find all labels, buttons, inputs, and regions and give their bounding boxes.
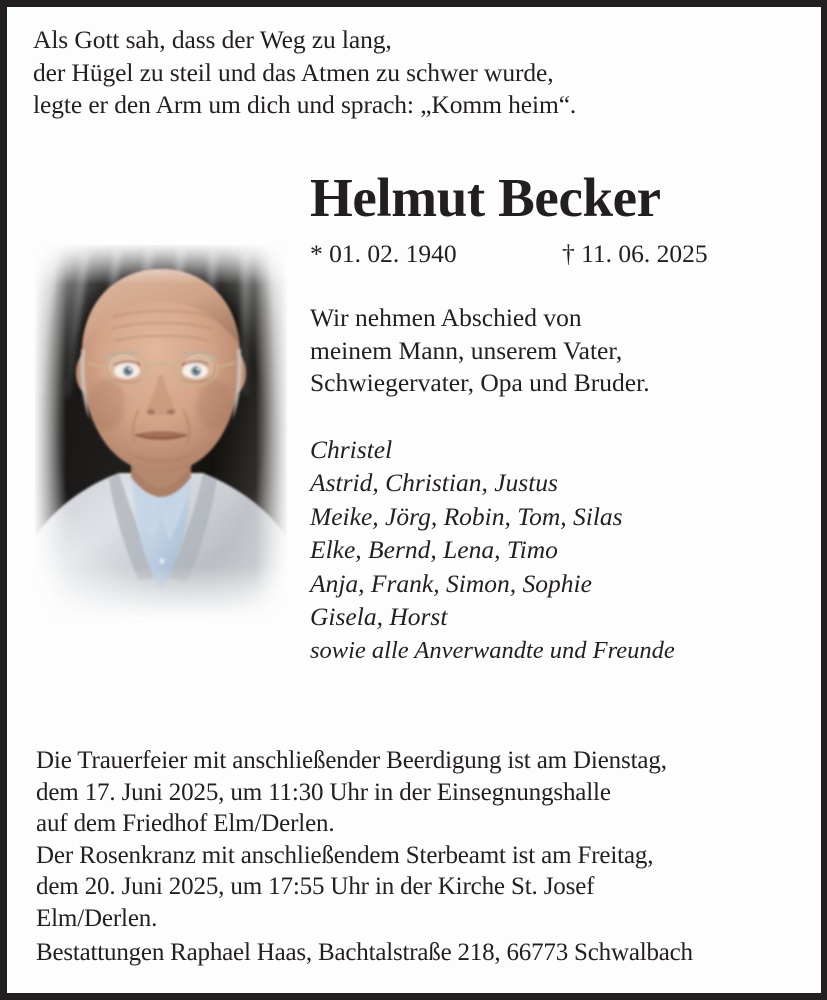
farewell-message [310,302,810,400]
notice-inner [7,7,821,993]
survivor-line: Elke, Bernd, Lena, Timo [310,535,558,564]
service-details [36,745,816,934]
survivor-line: Astrid, Christian, Justus [310,468,558,497]
birth-date: * 01. 02. 1940 [310,239,457,268]
survivor-line: Gisela, Horst [310,602,448,631]
survivor-line: Anja, Frank, Simon, Sophie [310,568,592,598]
farewell-line: Wir nehmen Abschied von [310,303,582,332]
survivors-list [310,433,810,668]
farewell-line: Schwiegervater, Opa und Bruder. [310,368,650,397]
deceased-block [310,167,810,667]
survivor-line: Meike, Jörg, Robin, Tom, Silas [310,501,623,531]
farewell-line: meinem Mann, unserem Vater, [310,335,623,365]
service-line: dem 17. Juni 2025, um 11:30 Uhr in der Einsegnungshalle [36,778,611,806]
portrait-photo [35,245,287,617]
verse-line: der Hügel zu steil und das Atmen zu schwer wurde, [33,57,554,87]
verse-block [33,24,773,122]
verse-line: Als Gott sah, dass der Weg zu lang, [33,25,392,54]
verse-line: legte er den Arm um dich und sprach: „Komm heim“. [33,90,577,119]
portrait-image [35,245,287,617]
service-line: auf dem Friedhof Elm/Derlen. [36,810,335,837]
funeral-home-line: Bestattungen Raphael Haas, Bachtalstraße 218, 66773 Schwalbach [36,939,693,966]
life-dates [310,239,810,269]
survivors-closing-line: sowie alle Anverwandte und Freunde [310,636,675,664]
deceased-name: Helmut Becker [310,167,661,228]
service-line: Der Rosenkranz mit anschließendem Sterbeamt ist am Freitag, [36,841,654,869]
service-line: Elm/Derlen. [36,904,158,932]
survivor-line: Christel [310,434,393,464]
service-line: dem 20. Juni 2025, um 17:55 Uhr in der Kirche St. Josef [36,873,595,900]
service-line: Die Trauerfeier mit anschließender Beerdigung ist am Dienstag, [36,747,667,774]
death-date: † 11. 06. 2025 [562,239,708,268]
